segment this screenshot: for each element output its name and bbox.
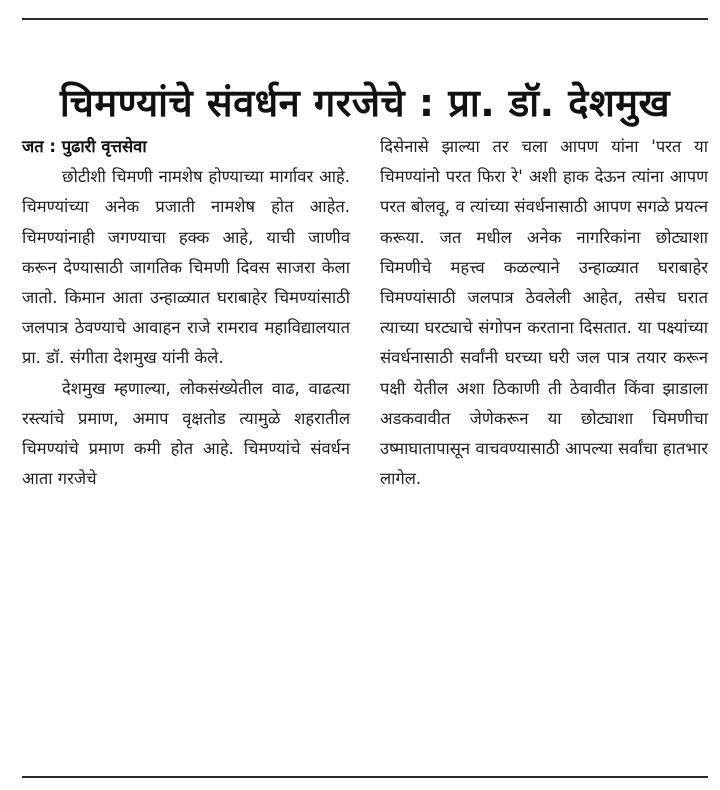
column-left xyxy=(22,132,350,494)
right-paragraph-1: दिसेनासे झाल्या तर चला आपण यांना 'परत या चिमण्यांनो परत फिरा रे' अशी हाक देऊन त्यांना आपण परत बोलवू, व त्यांच्या संवर्धनासाठी आपण सगळे प्रयत्न करूया. जत मधील अनेक नागरिकांना छोट्याशा चिमणीचे महत्त्व कळल्याने उन्हाळ्यात घराबाहेर चिमण्यांसाठी जलपात्र ठेवलेली आहेत, तसेच घरात त्याच्या घरट्याचे संगोपन करताना दिसतात. या पक्ष्यांच्या संवर्धनासाठी सर्वांनी घरच्या घरी जल पात्र तयार करून पक्षी येतील अशा ठिकाणी ती ठेवावीत किंवा झाडाला अडकवावीत जेणेकरून या छोट्याशा चिमणीचा उष्माघातापासून वाचवण्यासाठी आपल्या सर्वांचा हातभार लागेल. xyxy=(380,137,708,489)
left-paragraph-1: छोटीशी चिमणी नामशेष होण्याच्या मार्गावर आहे. चिमण्यांच्या अनेक प्रजाती नामशेष होत आहेत. चिमण्यांनाही जगण्याचा हक्क आहे, याची जाणीव करून देण्यासाठी जागतिक चिमणी दिवस साजरा केला जातो. किमान आता उन्हाळ्यात घराबाहेर चिमण्यांसाठी जलपात्र ठेवण्याचे आवाहन राजे रामराव महाविद्यालयात प्रा. डॉ. संगीता देशमुख यांनी केले. xyxy=(22,167,350,368)
article-headline: चिमण्यांचे संवर्धन गरजेचे : प्रा. डॉ. देशमुख xyxy=(59,81,671,126)
article-body xyxy=(22,132,708,494)
left-paragraph-2: देशमुख म्हणाल्या, लोकसंख्येतील वाढ, वाढत्या रस्त्यांचे प्रमाण, अमाप वृक्षतोड त्यामुळे शहरातील चिमण्यांचे प्रमाण कमी होत आहे. चिमण्यांचे संवर्धन आता गरजेचे xyxy=(22,378,350,489)
bottom-rule xyxy=(22,776,708,778)
top-rule xyxy=(22,18,708,20)
column-right xyxy=(380,132,708,494)
article-byline: जत : पुढारी वृत्तसेवा xyxy=(22,137,147,156)
